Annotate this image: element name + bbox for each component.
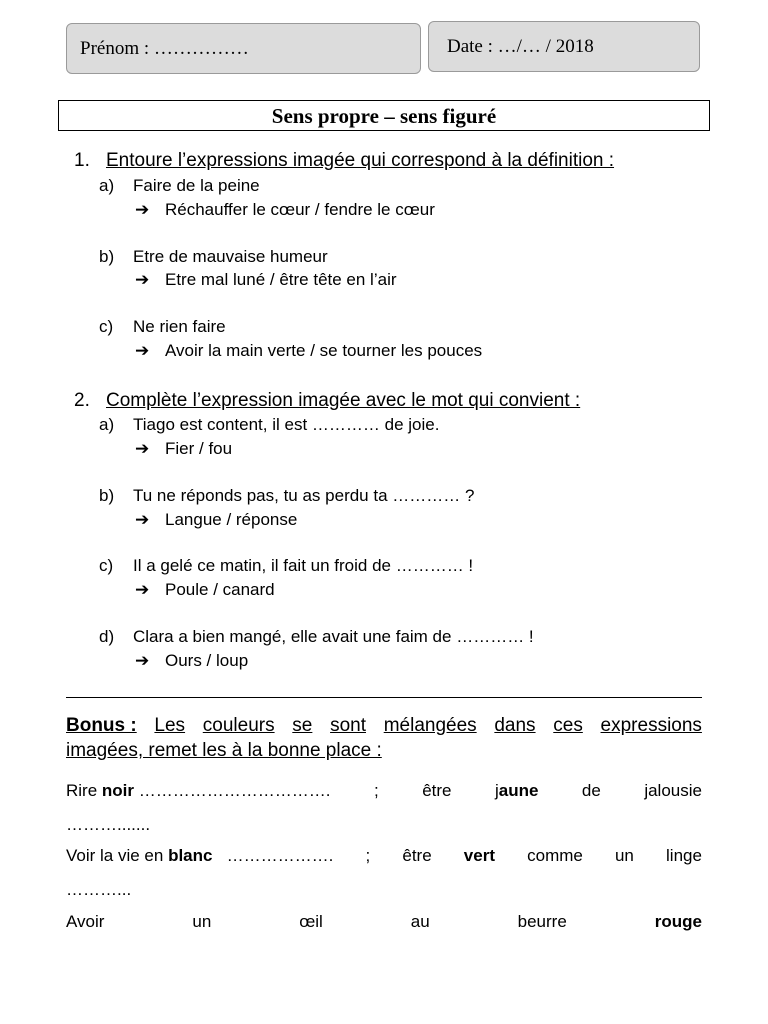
s2-item-d-answer-text: Ours / loup: [165, 651, 249, 670]
prenom-field: [66, 23, 421, 74]
bonus-word: ces: [553, 715, 583, 736]
bonus-row-1-cont: ……….......: [66, 815, 151, 834]
arrow-icon: ➔: [135, 651, 150, 670]
bonus-color-word: vert: [463, 846, 495, 865]
bonus-word: mélangées: [383, 715, 477, 736]
s2-item-a-answer-text: Fier / fou: [165, 439, 233, 458]
s1-item-a-answer-text: Réchauffer le cœur / fendre le cœur: [165, 200, 435, 219]
bonus-row-2: [66, 846, 702, 866]
bonus-text: beurre: [517, 912, 567, 931]
section2-number: 2.: [74, 390, 90, 411]
section1-heading-text: Entoure l’expressions imagée qui correspond à la définition :: [106, 150, 615, 171]
bonus-text: jalousie: [644, 781, 702, 800]
s2-item-b-letter: b): [99, 486, 115, 505]
bonus-row-3: [66, 912, 702, 932]
s2-item-a-text: Tiago est content, il est ………… de joie.: [133, 415, 440, 434]
s1-item-b-text: Etre de mauvaise humeur: [133, 247, 328, 266]
arrow-icon: ➔: [135, 270, 150, 289]
bonus-word: Les: [154, 715, 186, 736]
s2-item-b-answer-text: Langue / réponse: [165, 510, 298, 529]
bonus-row2-start: [66, 846, 333, 866]
bonus-color-word: blanc: [168, 846, 213, 865]
s2-item-c-letter: c): [99, 556, 114, 575]
s2-item-c-text: Il a gelé ce matin, il fait un froid de ………… !: [133, 556, 474, 575]
bonus-intro-line2: [66, 740, 702, 762]
page-title: Sens propre – sens figuré: [58, 100, 710, 131]
bonus-text: être: [402, 846, 432, 865]
bonus-word: sont: [330, 715, 366, 736]
bonus-color-word: rouge: [654, 912, 702, 931]
arrow-icon: ➔: [135, 439, 150, 458]
bonus-label: Bonus :: [66, 715, 137, 736]
bonus-text: Rire: [66, 781, 98, 800]
arrow-icon: ➔: [135, 341, 150, 360]
bonus-text: un: [614, 846, 634, 865]
arrow-icon: ➔: [135, 510, 150, 529]
bonus-color-word: noir: [101, 781, 135, 800]
s2-item-d-letter: d): [99, 627, 115, 646]
section-divider: [66, 697, 702, 698]
bonus-intro-text: imagées, remet les à la bonne place :: [66, 740, 382, 761]
prenom-label: Prénom : ……………: [80, 38, 249, 59]
bonus-word: dans: [494, 715, 536, 736]
bonus-text: au: [410, 912, 430, 931]
s1-item-c-text: Ne rien faire: [133, 317, 226, 336]
s2-item-a-letter: a): [99, 415, 115, 434]
bonus-color-word: aune: [498, 781, 539, 800]
s2-item-d-text: Clara a bien mangé, elle avait une faim de ………… !: [133, 627, 534, 646]
bonus-semicolon: ;: [365, 846, 371, 865]
bonus-text: de: [581, 781, 601, 800]
bonus-word: se: [292, 715, 313, 736]
s1-item-b-letter: b): [99, 247, 115, 266]
s2-item-b-text: Tu ne réponds pas, tu as perdu ta ………… ?: [133, 486, 475, 505]
bonus-text: comme: [527, 846, 583, 865]
s1-item-a-letter: a): [99, 176, 115, 195]
bonus-text: linge: [666, 846, 702, 865]
section2-heading-text: Complète l’expression imagée avec le mot qui convient :: [106, 390, 581, 411]
bonus-intro-line1: [66, 715, 702, 737]
s1-item-c-letter: c): [99, 317, 114, 336]
s1-item-a-text: Faire de la peine: [133, 176, 260, 195]
date-field: [428, 21, 700, 72]
bonus-text: être: [422, 781, 452, 800]
s2-item-c-answer-text: Poule / canard: [165, 580, 275, 599]
date-label: Date : …/… / 2018: [447, 36, 594, 57]
bonus-row1-start: [66, 781, 330, 801]
s1-item-b-answer-text: Etre mal luné / être tête en l’air: [165, 270, 397, 289]
bonus-row-2-cont: ………...: [66, 880, 132, 899]
bonus-text: Voir la vie en: [66, 846, 164, 865]
bonus-word: couleurs: [202, 715, 275, 736]
blank-dots: ……………….: [226, 846, 334, 865]
arrow-icon: ➔: [135, 580, 150, 599]
bonus-text: un: [192, 912, 212, 931]
bonus-word: expressions: [600, 715, 702, 736]
bonus-text: j: [494, 781, 499, 800]
s1-item-c-answer-text: Avoir la main verte / se tourner les pouces: [165, 341, 483, 360]
bonus-semicolon: ;: [373, 781, 379, 800]
bonus-color-word-jaune: [495, 781, 538, 801]
arrow-icon: ➔: [135, 200, 150, 219]
bonus-text: œil: [299, 912, 323, 931]
section1-number: 1.: [74, 150, 90, 171]
bonus-text: Avoir: [66, 912, 105, 931]
bonus-row-1: [66, 781, 702, 801]
blank-dots: …………………………….: [138, 781, 331, 800]
